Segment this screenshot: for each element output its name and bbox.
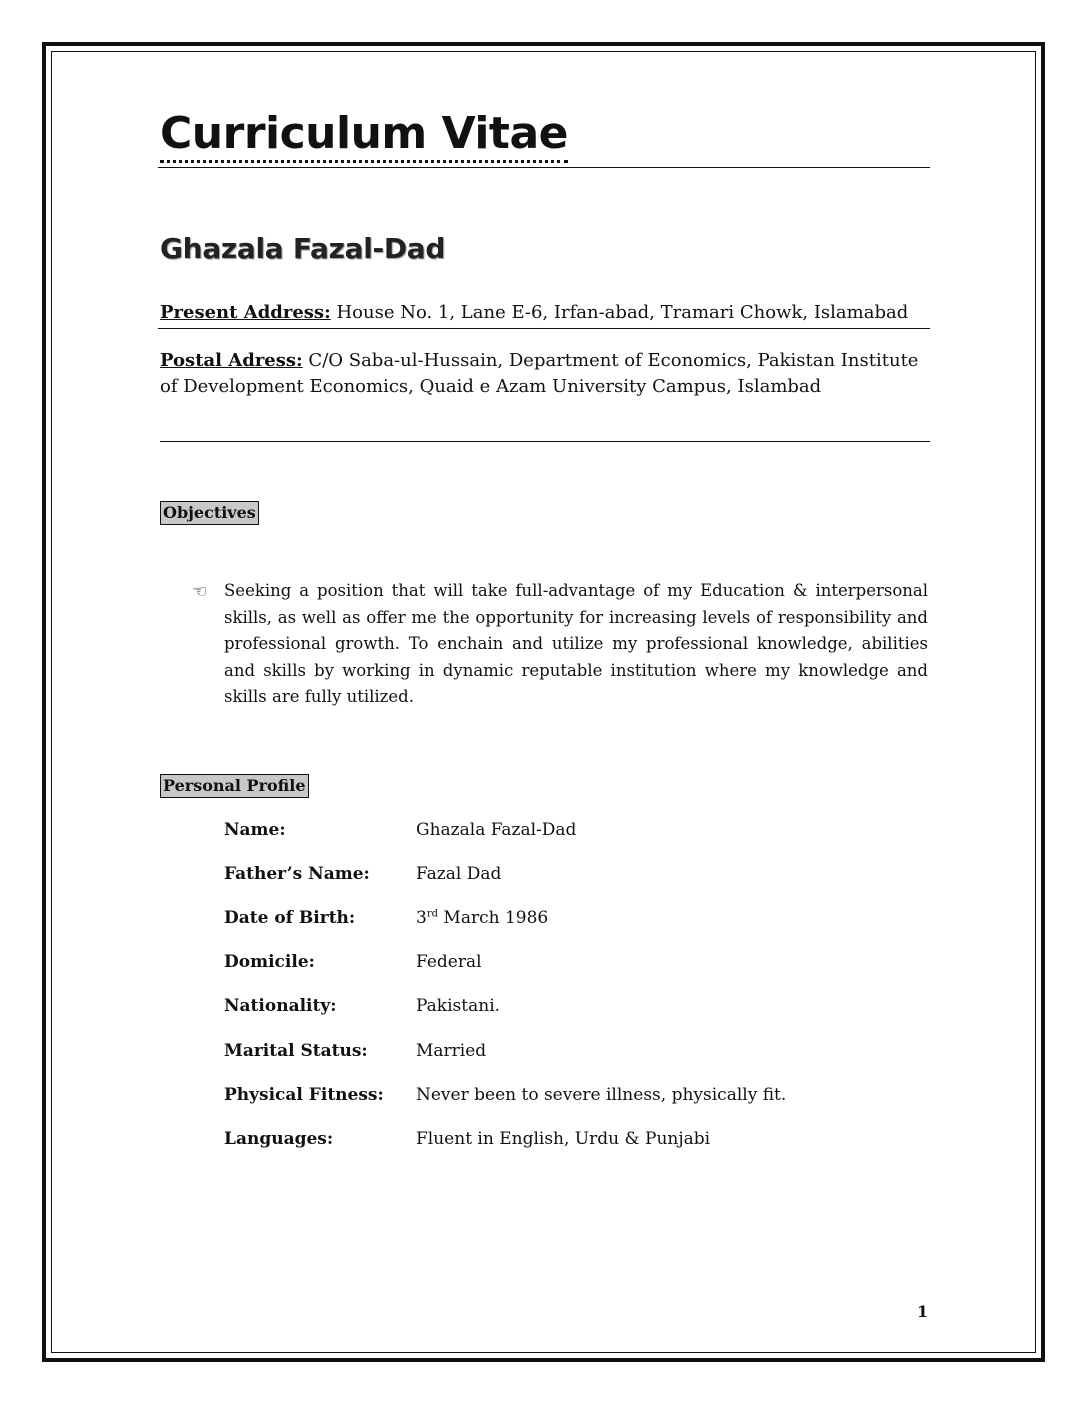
dob-day-suffix: rd — [426, 908, 439, 920]
address-underline — [158, 328, 930, 329]
profile-row-physical-fitness — [224, 1085, 924, 1109]
profile-value: Federal — [416, 952, 482, 972]
profile-value — [416, 908, 548, 928]
profile-label: Nationality: — [224, 996, 337, 1016]
profile-row-name — [224, 820, 924, 844]
profile-label: Languages: — [224, 1129, 334, 1149]
candidate-name: Ghazala Fazal-Dad — [160, 232, 446, 265]
profile-label: Name: — [224, 820, 286, 840]
profile-row-date-of-birth — [224, 908, 924, 932]
arrow-bullet-icon: ☜ — [192, 582, 208, 602]
personal-profile-heading: Personal Profile — [160, 774, 309, 798]
dob-day: 3 — [416, 908, 427, 928]
present-address-value: House No. 1, Lane E-6, Irfan-abad, Tramari Chowk, Islamabad — [336, 302, 909, 323]
profile-row-domicile — [224, 952, 924, 976]
objectives-heading: Objectives — [160, 501, 259, 525]
postal-address-label: Postal Adress: — [160, 350, 303, 371]
profile-value: Fazal Dad — [416, 864, 502, 884]
page-number: 1 — [917, 1302, 929, 1321]
profile-label: Marital Status: — [224, 1041, 368, 1061]
profile-value: Ghazala Fazal-Dad — [416, 820, 577, 840]
profile-label: Domicile: — [224, 952, 315, 972]
profile-row-marital-status — [224, 1041, 924, 1065]
postal-address-value: C/O Saba-ul-Hussain, Department of Economics, Pakistan Institute of Development Economics, Quaid e Azam University Campus, Islambad — [160, 350, 919, 397]
profile-value: Married — [416, 1041, 487, 1061]
objective-text: Seeking a position that will take full-advantage of my Education & interpersonal skills, as well as offer me the opportunity for increasing levels of responsibility and professional growth. To enchain and utilize my professional knowledge, abilities and skills by working in dynamic reputable institution where my knowledge and skills are fully utilized. — [224, 581, 928, 706]
profile-row-father-name — [224, 864, 924, 888]
profile-label: Physical Fitness: — [224, 1085, 384, 1105]
profile-value: Fluent in English, Urdu & Punjabi — [416, 1129, 711, 1149]
profile-label: Father’s Name: — [224, 864, 370, 884]
dob-rest: March 1986 — [438, 908, 549, 928]
profile-row-languages — [224, 1129, 924, 1153]
section-divider — [160, 441, 930, 442]
postal-address — [160, 348, 930, 400]
profile-row-nationality — [224, 996, 924, 1020]
present-address-label: Present Address: — [160, 302, 331, 323]
document-title: Curriculum Vitae — [160, 108, 568, 163]
present-address — [160, 302, 908, 323]
title-divider — [158, 167, 930, 168]
profile-label: Date of Birth: — [224, 908, 356, 928]
profile-value: Never been to severe illness, physically fit. — [416, 1085, 787, 1105]
profile-value: Pakistani. — [416, 996, 501, 1016]
